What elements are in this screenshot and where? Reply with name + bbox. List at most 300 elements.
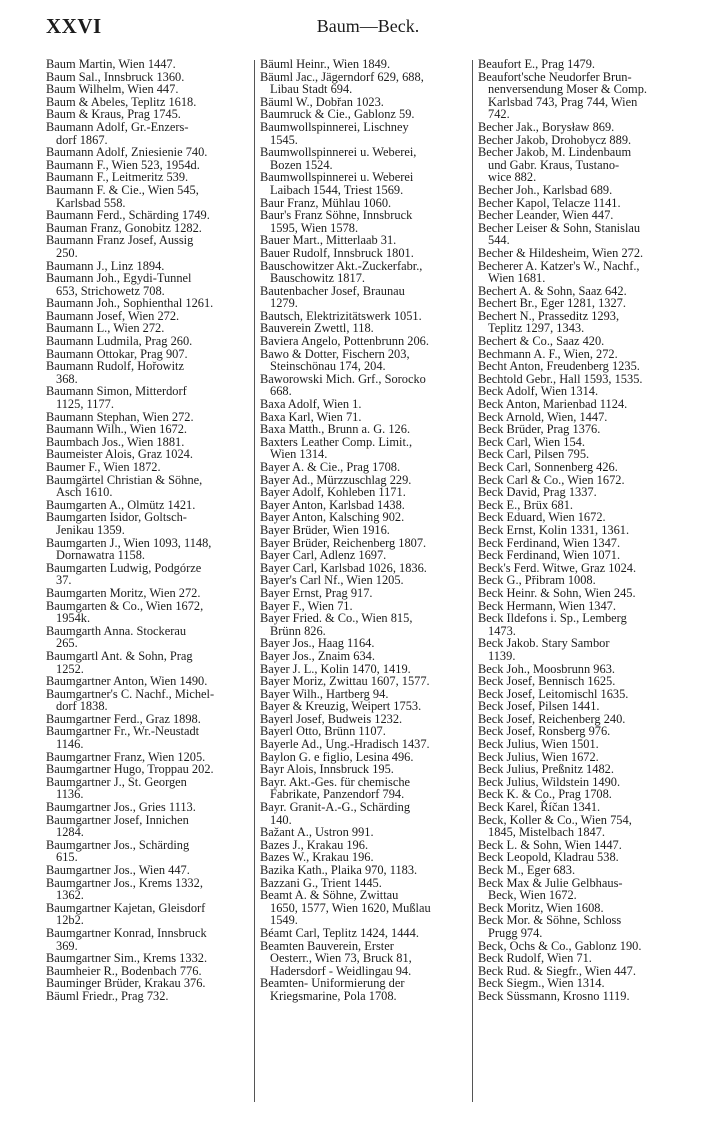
directory-entry: [260, 121, 467, 146]
entry-line: Baumgartner Ferd., Graz 1898.: [46, 711, 201, 726]
entry-line: Baxters Leather Comp. Limit.,: [260, 434, 413, 449]
directory-entry: [260, 436, 467, 461]
entry-line: Beck Moritz, Wien 1608.: [478, 900, 604, 915]
entry-line: Bawo & Dotter, Fischern 203,: [260, 346, 410, 361]
entry-line: Baumwollspinnerei u. Weberei: [260, 170, 414, 185]
entry-line: Bauminger Brüder, Krakau 376.: [46, 976, 206, 991]
entry-line: Karlsbad 558.: [56, 195, 126, 210]
entry-line: Beck, Koller & Co., Wien 754,: [478, 812, 632, 827]
directory-entry: [260, 146, 467, 171]
entry-line: Baur Franz, Mühlau 1060.: [260, 195, 392, 210]
entry-line: dorf 1838.: [56, 699, 108, 714]
entry-line: Kriegsmarine, Pola 1708.: [270, 988, 397, 1003]
entry-line: Beaufort E., Prag 1479.: [478, 58, 595, 71]
entry-line: Beck Siegm., Wien 1314.: [478, 976, 605, 991]
entry-line: Beck Rudolf, Wien 71.: [478, 951, 592, 966]
entry-line: Beck K. & Co., Prag 1708.: [478, 787, 612, 802]
entry-line: Baumann F., Wien 523, 1954d.: [46, 157, 200, 172]
directory-entry: [46, 625, 249, 650]
entry-line: Bayer Brüder, Wien 1916.: [260, 522, 390, 537]
entry-line: nenversendung Moser & Comp.: [488, 82, 647, 97]
entry-line: Baumgartner Jos., Wien 447.: [46, 863, 190, 877]
directory-entry: [260, 348, 467, 373]
directory-entry: [478, 524, 690, 537]
directory-entry: [478, 877, 690, 902]
entry-line: Baylon G. e figlio, Lesina 496.: [260, 749, 414, 764]
directory-entry: [260, 58, 467, 71]
entry-line: Baumann Adolf, Zniesienie 740.: [46, 145, 208, 160]
entry-line: Steinschönau 174, 204.: [270, 359, 386, 374]
directory-entry: [478, 121, 690, 134]
entry-line: Beck Karel, Říčan 1341.: [478, 800, 601, 815]
entry-line: Baumer F., Wien 1872.: [46, 460, 161, 474]
entry-line: Bayr Alois, Innsbruck 195.: [260, 762, 394, 777]
directory-entry: [478, 914, 690, 939]
entry-line: Libau Stadt 694.: [270, 82, 353, 97]
entry-line: Baumgartner Sim., Krems 1332.: [46, 951, 208, 966]
directory-entry: [46, 776, 249, 801]
page-header: [46, 14, 690, 40]
entry-line: Bozen 1524.: [270, 157, 333, 172]
entry-line: Bayer Fried. & Co., Wien 815,: [260, 611, 413, 626]
entry-line: Baumann F., Leitmeritz 539.: [46, 170, 189, 185]
entry-line: Bazes J., Krakau 196.: [260, 837, 369, 852]
column-divider: [472, 60, 473, 1102]
entry-line: Baum Martin, Wien 1447.: [46, 58, 176, 71]
directory-entry: [46, 927, 249, 952]
entry-line: 140.: [270, 812, 292, 827]
entry-line: Bayer A. & Cie., Prag 1708.: [260, 460, 401, 474]
directory-entry: [260, 335, 467, 348]
entry-line: 1954k.: [56, 611, 91, 626]
entry-line: Bayr. Akt.-Ges. für chemische: [260, 774, 411, 789]
entry-line: Baumgartner's C. Nachf., Michel-: [46, 686, 215, 701]
directory-entry: [478, 549, 690, 562]
entry-line: Beck Josef, Ronsberg 976.: [478, 724, 611, 739]
entry-line: Baumgärtel Christian & Söhne,: [46, 472, 203, 487]
directory-entry: [46, 902, 249, 927]
directory-entry: [478, 763, 690, 776]
entry-line: Bayer Ad., Mürzzuschlag 229.: [260, 472, 412, 487]
entry-line: Baumann Josef, Wien 272.: [46, 308, 180, 323]
entry-line: 615.: [56, 850, 78, 865]
entry-line: Baumann Adolf, Gr.-Enzers-: [46, 119, 189, 134]
entry-line: Asch 1610.: [56, 485, 113, 500]
entry-line: Baumgartner Anton, Wien 1490.: [46, 674, 208, 689]
entry-line: Bayer Brüder, Reichenberg 1807.: [260, 535, 427, 550]
entry-line: Jenikau 1359.: [56, 522, 125, 537]
entry-line: Bayer Jos., Znaim 634.: [260, 648, 375, 663]
entry-line: 12b2.: [56, 913, 84, 928]
directory-entry: [46, 234, 249, 259]
entry-line: 369.: [56, 938, 78, 953]
entry-line: Beck Carl, Pilsen 795.: [478, 447, 590, 462]
entry-line: Beck David, Prag 1337.: [478, 485, 597, 500]
directory-entry: [478, 864, 690, 877]
entry-line: Prugg 974.: [488, 925, 543, 940]
entry-line: Bechmann A. F., Wien, 272.: [478, 346, 618, 361]
entry-line: Baumgarten Isidor, Goltsch-: [46, 510, 187, 525]
directory-entry: [46, 272, 249, 297]
entry-line: Bechert & Co., Saaz 420.: [478, 334, 605, 349]
directory-entry: [260, 612, 467, 637]
entry-line: Baum & Abeles, Teplitz 1618.: [46, 94, 197, 109]
entry-line: Baumgarten J., Wien 1093, 1148,: [46, 535, 212, 550]
entry-line: Baum & Kraus, Prag 1745.: [46, 107, 181, 122]
directory-entry: [260, 927, 467, 940]
entry-line: wice 882.: [488, 170, 537, 185]
directory-entry: [46, 990, 249, 1003]
entry-line: Beck Heinr. & Sohn, Wien 245.: [478, 585, 636, 600]
entry-line: Bayer's Carl Nf., Wien 1205.: [260, 573, 404, 588]
entry-line: Bechert N., Prasseditz 1293,: [478, 308, 620, 323]
entry-line: Beck M., Eger 683.: [478, 863, 576, 877]
entry-line: Baworowski Mich. Grf., Sorocko: [260, 371, 426, 386]
directory-entry: [260, 373, 467, 398]
entry-line: Bautsch, Elektrizitätswerk 1051.: [260, 308, 422, 323]
entry-line: Baumann Stephan, Wien 272.: [46, 409, 194, 424]
entry-line: Baumgartner Hugo, Troppau 202.: [46, 762, 214, 777]
entry-line: Baumgartner Fr., Wr.-Neustadt: [46, 724, 200, 739]
directory-entry: [478, 58, 690, 71]
entry-line: Beaufort'sche Neudorfer Brun-: [478, 69, 632, 84]
directory-entry: [46, 801, 249, 814]
entry-line: Laibach 1544, Triest 1569.: [270, 182, 404, 197]
entry-line: Baumann Franz Josef, Aussig: [46, 233, 194, 248]
directory-entry: [478, 335, 690, 348]
directory-entry: [260, 675, 467, 688]
directory-entry: [478, 801, 690, 814]
entry-line: Beck Arnold, Wien, 1447.: [478, 409, 608, 424]
entry-line: Beamten- Uniformierung der: [260, 976, 405, 991]
entry-line: Bäuml Friedr., Prag 732.: [46, 988, 169, 1003]
entry-line: Baumgartl Ant. & Sohn, Prag: [46, 648, 193, 663]
entry-line: Bayer Carl, Adlenz 1697.: [260, 548, 387, 563]
directory-entry: [478, 637, 690, 662]
directory-entry: [478, 184, 690, 197]
entry-line: Baur's Franz Söhne, Innsbruck: [260, 208, 413, 223]
entry-line: Baum Sal., Innsbruck 1360.: [46, 69, 185, 84]
entry-line: Baumann L., Wien 272.: [46, 321, 165, 336]
entry-line: Beck Rud. & Siegfr., Wien 447.: [478, 963, 636, 978]
directory-entry: [46, 297, 249, 310]
entry-line: 742.: [488, 107, 510, 122]
entry-line: Baumann Joh., Egydi-Tunnel: [46, 271, 192, 286]
entry-line: Bazes W., Krakau 196.: [260, 850, 374, 865]
entry-line: Bäuml Jac., Jägerndorf 629, 688,: [260, 69, 424, 84]
directory-entry: [46, 511, 249, 536]
directory-entry: [478, 310, 690, 335]
directory-entry: [478, 71, 690, 121]
directory-entry: [260, 71, 467, 96]
entry-line: Beck Ildefons i. Sp., Lemberg: [478, 611, 627, 626]
directory-entry: [260, 977, 467, 1002]
entry-line: 1284.: [56, 825, 84, 840]
directory-entry: [260, 461, 467, 474]
directory-entry: [46, 839, 249, 864]
entry-line: Baumgartner Kajetan, Gleisdorf: [46, 900, 206, 915]
entry-line: Bayer Moriz, Zwittau 1607, 1577.: [260, 674, 430, 689]
entry-line: Becher & Hildesheim, Wien 272.: [478, 245, 644, 260]
entry-line: Becher Jakob, M. Lindenbaum: [478, 145, 632, 160]
directory-entry: [260, 864, 467, 877]
directory-entry: [260, 738, 467, 751]
entry-line: Bayer Ernst, Prag 917.: [260, 585, 373, 600]
directory-entry: [46, 952, 249, 965]
directory-entry: [46, 146, 249, 159]
column-1: [46, 58, 249, 1118]
directory-entry: [478, 814, 690, 839]
entry-line: Beck Süssmann, Krosno 1119.: [478, 988, 630, 1003]
entry-line: Bayer J. L., Kolin 1470, 1419.: [260, 661, 411, 676]
page-number: XXVI: [46, 14, 102, 38]
entry-line: Fabrikate, Panzendorf 794.: [270, 787, 405, 802]
entry-line: Beck, Ochs & Co., Gablonz 190.: [478, 938, 642, 953]
entry-line: 1279.: [270, 296, 298, 311]
column-2: [260, 58, 467, 1118]
directory-entry: [478, 423, 690, 436]
directory-entry: [260, 549, 467, 562]
entry-line: Baumeister Alois, Graz 1024.: [46, 447, 193, 462]
entry-line: Beck, Wien 1672.: [488, 888, 577, 903]
directory-entry: [46, 814, 249, 839]
entry-line: Baum Wilhelm, Wien 447.: [46, 82, 179, 97]
entry-line: Bayer Anton, Karlsbad 1438.: [260, 497, 405, 512]
entry-line: 1136.: [56, 787, 84, 802]
directory-entry: [260, 826, 467, 839]
directory-entry: [478, 990, 690, 1003]
directory-entry: [260, 260, 467, 285]
entry-line: Baumann Rudolf, Hořowitz: [46, 359, 184, 374]
entry-line: Dornawatra 1158.: [56, 548, 145, 563]
column-3: [478, 58, 690, 1118]
entry-line: Bechtold Gebr., Hall 1593, 1535.: [478, 371, 643, 386]
entry-line: Bäuml W., Dobřan 1023.: [260, 94, 384, 109]
entry-line: Baumann F. & Cie., Wien 545,: [46, 182, 199, 197]
entry-line: Baumann Ottokar, Prag 907.: [46, 346, 188, 361]
entry-line: Karlsbad 743, Prag 744, Wien: [488, 94, 638, 109]
directory-entry: [478, 612, 690, 637]
directory-entry: [46, 688, 249, 713]
entry-line: 1146.: [56, 737, 84, 752]
entry-line: Beck L. & Sohn, Wien 1447.: [478, 837, 622, 852]
directory-entry: [260, 524, 467, 537]
entry-line: 265.: [56, 636, 78, 651]
entry-line: 1362.: [56, 888, 84, 903]
entry-line: Bauschowitz 1817.: [270, 271, 365, 286]
directory-entry: [478, 675, 690, 688]
entry-line: Baumann Joh., Sophienthal 1261.: [46, 296, 214, 311]
entry-line: Bechert A. & Sohn, Saaz 642.: [478, 283, 627, 298]
entry-line: 250.: [56, 245, 78, 260]
entry-line: Hadersdorf - Weidlingau 94.: [270, 963, 412, 978]
running-title: Baum—Beck.: [316, 16, 420, 36]
entry-line: Beck Ferdinand, Wien 1071.: [478, 548, 621, 563]
directory-entry: [46, 537, 249, 562]
directory-entry: [46, 474, 249, 499]
directory-entry: [260, 171, 467, 196]
directory-entry: [260, 650, 467, 663]
entry-line: Beck Ernst, Kolin 1331, 1361.: [478, 522, 630, 537]
entry-line: Beck Mor. & Söhne, Schloss: [478, 913, 622, 928]
directory-entry: [46, 184, 249, 209]
entry-line: Baumann Ferd., Schärding 1749.: [46, 208, 210, 223]
entry-line: Baumgartner Franz, Wien 1205.: [46, 749, 206, 764]
entry-line: 37.: [56, 573, 72, 588]
entry-line: 1549.: [270, 913, 298, 928]
directory-entry: [260, 209, 467, 234]
entry-line: Bayer Adolf, Kohleben 1171.: [260, 485, 406, 500]
entry-line: 1545.: [270, 132, 298, 147]
entry-line: Bazzani G., Trient 1445.: [260, 875, 382, 890]
directory-entry: [260, 763, 467, 776]
directory-entry: [260, 423, 467, 436]
directory-entry: [46, 423, 249, 436]
directory-entry: [46, 385, 249, 410]
entry-line: 653, Strichowetz 708.: [56, 283, 165, 298]
directory-entry: [260, 940, 467, 978]
entry-line: Beck Joh., Moosbrunn 963.: [478, 661, 615, 676]
directory-entry: [46, 587, 249, 600]
entry-line: Becher Kapol, Telacze 1141.: [478, 195, 621, 210]
entry-line: Bayer & Kreuzig, Weipert 1753.: [260, 699, 422, 714]
entry-line: Beck Carl & Co., Wien 1672.: [478, 472, 625, 487]
entry-line: Wien 1681.: [488, 271, 546, 286]
entry-line: Bayerl Josef, Budweis 1232.: [260, 711, 403, 726]
directory-entry: [46, 864, 249, 877]
entry-line: und Gabr. Kraus, Tustano-: [488, 157, 620, 172]
entry-line: Becher Leiser & Sohn, Stanislau: [478, 220, 641, 235]
entry-line: Beck Julius, Wien 1672.: [478, 749, 599, 764]
entry-line: Baumann Ludmila, Prag 260.: [46, 334, 193, 349]
directory-entry: [260, 285, 467, 310]
entry-line: Baumgartner Josef, Innichen: [46, 812, 189, 827]
directory-entry: [46, 121, 249, 146]
entry-line: Beck Julius, Preßnitz 1482.: [478, 762, 614, 777]
entry-line: Baumheier R., Bodenbach 776.: [46, 963, 202, 978]
directory-entry: [260, 247, 467, 260]
entry-line: Baviera Angelo, Pottenbrunn 206.: [260, 334, 429, 349]
entry-line: Bayer Carl, Karlsbad 1026, 1836.: [260, 560, 427, 575]
entry-line: Becher Jakob, Drohobycz 889.: [478, 132, 632, 147]
entry-line: Bechert Br., Eger 1281, 1327.: [478, 296, 626, 311]
entry-line: Beamten Bauverein, Erster: [260, 938, 394, 953]
entry-line: Baxa Adolf, Wien 1.: [260, 397, 362, 412]
entry-line: Bayerl Otto, Brünn 1107.: [260, 724, 386, 739]
directory-entry: [478, 398, 690, 411]
entry-line: Beck Josef, Bennisch 1625.: [478, 674, 616, 689]
entry-line: Bauer Mart., Mitterlaab 31.: [260, 233, 397, 248]
entry-line: Baumann Simon, Mitterdorf: [46, 384, 187, 399]
entry-line: Baumgartner Konrad, Innsbruck: [46, 925, 207, 940]
directory-entry: [260, 889, 467, 927]
entry-line: 1845, Mistelbach 1847.: [488, 825, 606, 840]
directory-entry: [478, 209, 690, 222]
entry-line: Becher Jak., Borysław 869.: [478, 119, 615, 134]
directory-entry: [478, 461, 690, 474]
entry-line: Baxa Karl, Wien 71.: [260, 409, 362, 424]
entry-line: Teplitz 1297, 1343.: [488, 321, 585, 336]
entry-line: Brünn 826.: [270, 623, 326, 638]
entry-line: Beck Hermann, Wien 1347.: [478, 598, 616, 613]
directory-entry: [478, 222, 690, 247]
directory-entry: [260, 587, 467, 600]
directory-entry: [478, 297, 690, 310]
entry-line: Beck Julius, Wien 1501.: [478, 737, 599, 752]
entry-line: 1473.: [488, 623, 516, 638]
entry-line: Baumwollspinnerei u. Weberei,: [260, 145, 417, 160]
entry-line: Baumbach Jos., Wien 1881.: [46, 434, 185, 449]
entry-line: Beck Josef, Leitomischl 1635.: [478, 686, 629, 701]
entry-line: Beck Leopold, Kladrau 538.: [478, 850, 619, 865]
entry-line: Baumwollspinnerei, Lischney: [260, 119, 409, 134]
entry-line: Beck Ferdinand, Wien 1347.: [478, 535, 621, 550]
entry-line: Bauschowitzer Akt.-Zuckerfabr.,: [260, 258, 423, 273]
directory-entry: [46, 360, 249, 385]
entry-line: Wien 1314.: [270, 447, 328, 462]
entry-line: Beck Max & Julie Gelbhaus-: [478, 875, 623, 890]
entry-line: Beck Josef, Pilsen 1441.: [478, 699, 600, 714]
entry-line: Baumgartner Jos., Gries 1113.: [46, 800, 196, 815]
entry-line: dorf 1867.: [56, 132, 108, 147]
entry-line: Baumgartner Jos., Krems 1332,: [46, 875, 203, 890]
column-divider: [254, 60, 255, 1102]
directory-entry: [46, 461, 249, 474]
directory-entry: [46, 83, 249, 96]
entry-line: 544.: [488, 233, 510, 248]
directory-entry: [478, 738, 690, 751]
entry-line: Becht Anton, Freudenberg 1235.: [478, 359, 640, 374]
directory-entry: [478, 486, 690, 499]
entry-line: Béamt Carl, Teplitz 1424, 1444.: [260, 925, 419, 940]
directory-columns: [46, 58, 690, 1118]
entry-line: Beck Josef, Reichenberg 240.: [478, 711, 626, 726]
entry-line: Bauman Franz, Gonobitz 1282.: [46, 220, 202, 235]
entry-line: Beck Brüder, Prag 1376.: [478, 422, 601, 437]
entry-line: Baxa Matth., Brunn a. G. 126.: [260, 422, 411, 437]
directory-entry: [478, 952, 690, 965]
entry-line: Beck Carl, Sonnenberg 426.: [478, 460, 618, 474]
entry-line: Baumgartner Jos., Schärding: [46, 837, 190, 852]
directory-entry: [260, 776, 467, 801]
directory-entry: [46, 675, 249, 688]
directory-entry: [260, 486, 467, 499]
entry-line: Beck Adolf, Wien 1314.: [478, 384, 599, 399]
directory-entry: [46, 877, 249, 902]
entry-line: Baumgarth Anna. Stockerau: [46, 623, 187, 638]
directory-entry: [46, 650, 249, 675]
entry-line: Bauer Rudolf, Innsbruck 1801.: [260, 245, 414, 260]
directory-entry: [478, 146, 690, 184]
entry-line: Beck Eduard, Wien 1672.: [478, 510, 606, 525]
entry-line: Beck's Ferd. Witwe, Graz 1024.: [478, 560, 637, 575]
directory-entry: [478, 700, 690, 713]
entry-line: Baumruck & Cie., Gablonz 59.: [260, 107, 415, 122]
entry-line: Bayr. Granit-A.-G., Schärding: [260, 800, 411, 815]
entry-line: Bayer Anton, Kalsching 902.: [260, 510, 405, 525]
directory-entry: [260, 700, 467, 713]
entry-line: Beck Anton, Marienbad 1124.: [478, 397, 628, 412]
directory-entry: [478, 247, 690, 260]
directory-entry: [478, 260, 690, 285]
entry-line: Beck G., Přibram 1008.: [478, 573, 596, 588]
entry-line: Becherer A. Katzer's W., Nachf.,: [478, 258, 640, 273]
entry-line: 368.: [56, 371, 78, 386]
directory-entry: [46, 763, 249, 776]
entry-line: Bayer Jos., Haag 1164.: [260, 636, 375, 651]
entry-line: Bayerle Ad., Ung.-Hradisch 1437.: [260, 737, 430, 752]
entry-line: Baumgarten A., Olmütz 1421.: [46, 497, 196, 512]
